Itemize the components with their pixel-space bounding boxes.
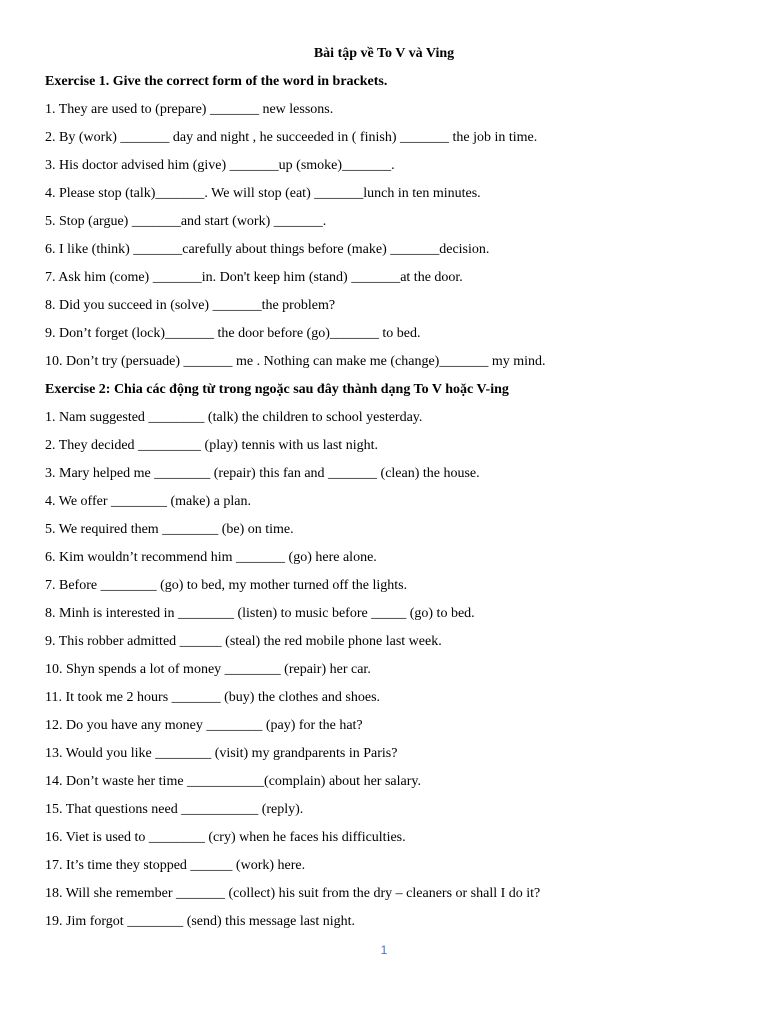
exercise2-item: 7. Before ________ (go) to bed, my mother turned off the lights. xyxy=(45,578,408,593)
exercise2-item: 15. That questions need ___________ (reply). xyxy=(45,802,304,817)
exercise2-item: 6. Kim wouldn’t recommend him _______ (go) here alone. xyxy=(45,550,377,565)
exercise2-item: 14. Don’t waste her time ___________(complain) about her salary. xyxy=(45,774,421,789)
exercise1-item: 8. Did you succeed in (solve) _______the problem? xyxy=(45,298,336,313)
document-title: Bài tập về To V và Ving xyxy=(313,46,455,61)
exercise1-item: 6. I like (think) _______carefully about things before (make) _______decision. xyxy=(45,242,490,257)
exercise2-item: 16. Viet is used to ________ (cry) when he faces his difficulties. xyxy=(45,830,406,845)
exercise2-item: 5. We required them ________ (be) on time. xyxy=(45,522,294,537)
exercise1-item: 2. By (work) _______ day and night , he succeeded in ( finish) _______ the job in time. xyxy=(45,130,538,145)
exercise1-item: 10. Don’t try (persuade) _______ me . Nothing can make me (change)_______ my mind. xyxy=(45,354,546,369)
exercise2-item: 8. Minh is interested in ________ (listen) to music before _____ (go) to bed. xyxy=(45,606,475,621)
exercise1-item: 4. Please stop (talk)_______. We will stop (eat) _______lunch in ten minutes. xyxy=(45,186,481,201)
exercise2-item: 1. Nam suggested ________ (talk) the children to school yesterday. xyxy=(45,410,423,425)
exercise1-item: 5. Stop (argue) _______and start (work) _______. xyxy=(45,214,327,229)
exercise2-item: 17. It’s time they stopped ______ (work) here. xyxy=(45,858,306,873)
exercise1-item: 7. Ask him (come) _______in. Don't keep him (stand) _______at the door. xyxy=(45,270,463,285)
exercise2-item: 2. They decided _________ (play) tennis with us last night. xyxy=(45,438,378,453)
document-body xyxy=(45,73,735,941)
exercise1-heading: Exercise 1. Give the correct form of the word in brackets. xyxy=(45,74,388,89)
exercise2-item: 19. Jim forgot ________ (send) this message last night. xyxy=(45,914,356,929)
exercise2-item: 12. Do you have any money ________ (pay) for the hat? xyxy=(45,718,363,733)
exercise2-item: 9. This robber admitted ______ (steal) the red mobile phone last week. xyxy=(45,634,442,649)
exercise2-item: 18. Will she remember _______ (collect) his suit from the dry – cleaners or shall I do it? xyxy=(45,886,541,901)
exercise2-item: 10. Shyn spends a lot of money ________ (repair) her car. xyxy=(45,662,371,677)
exercise1-item: 3. His doctor advised him (give) _______up (smoke)_______. xyxy=(45,158,395,173)
exercise1-item: 1. They are used to (prepare) _______ new lessons. xyxy=(45,102,334,117)
exercise2-heading: Exercise 2: Chia các động từ trong ngoặc sau đây thành dạng To V hoặc V-ing xyxy=(45,382,509,397)
page-number: 1 xyxy=(380,943,388,957)
exercise2-item: 11. It took me 2 hours _______ (buy) the clothes and shoes. xyxy=(45,690,381,705)
exercise2-item: 3. Mary helped me ________ (repair) this fan and _______ (clean) the house. xyxy=(45,466,480,481)
exercise2-item: 13. Would you like ________ (visit) my grandparents in Paris? xyxy=(45,746,398,761)
exercise1-item: 9. Don’t forget (lock)_______ the door before (go)_______ to bed. xyxy=(45,326,421,341)
exercise2-item: 4. We offer ________ (make) a plan. xyxy=(45,494,251,509)
